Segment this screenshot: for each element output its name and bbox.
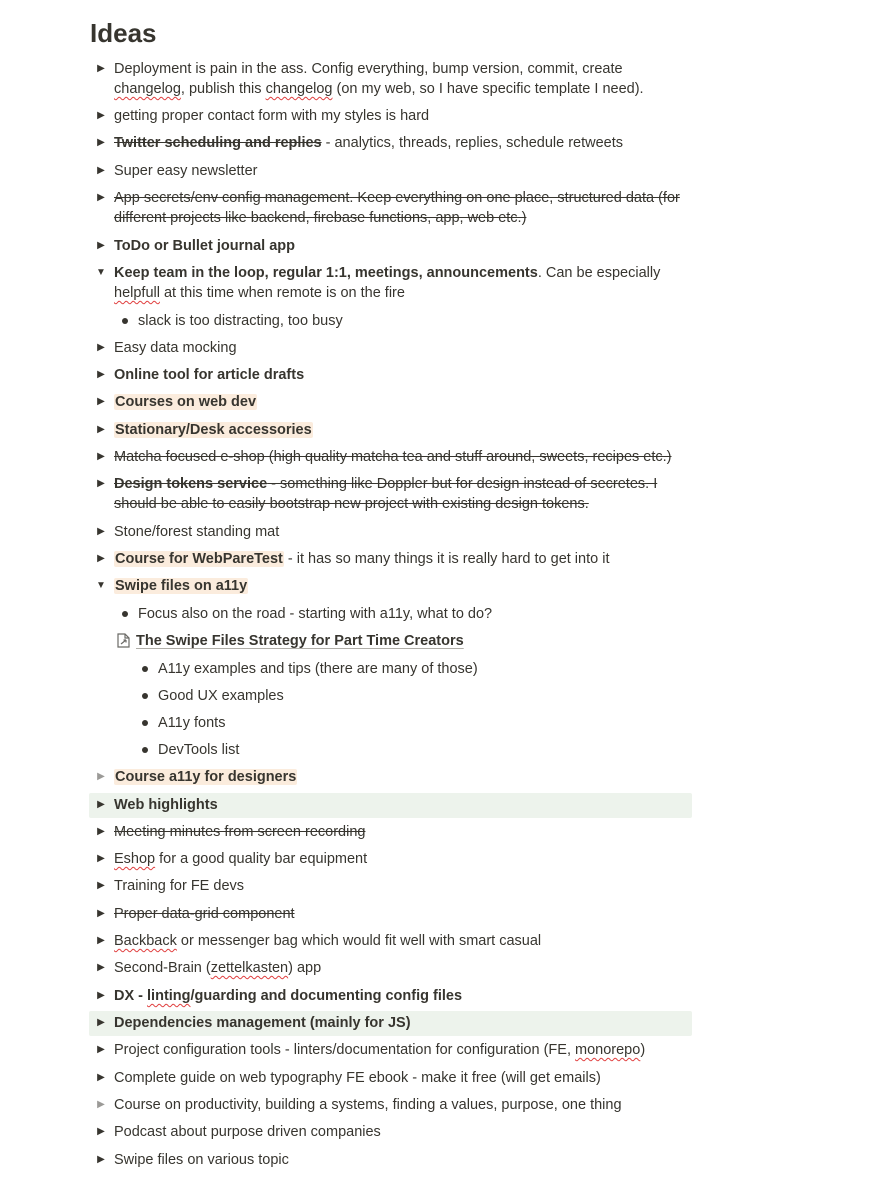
toggle-closed-icon[interactable]: ▶ [97,553,105,564]
toggle-closed-icon[interactable]: ▶ [97,1154,105,1165]
toggle-closed-icon[interactable]: ▶ [97,63,105,74]
toggle-closed-icon[interactable]: ▶ [97,908,105,919]
text-segment: Stationary/Desk accessories [115,422,312,438]
toggle-closed-icon[interactable]: ▶ [97,1017,105,1028]
toggle-closed-icon[interactable]: ▶ [97,137,105,148]
item-text [138,604,688,624]
text-segment: Matcha focused e-shop (high quality matcha tea and stuff around, sweets, recipes etc.) [114,449,672,465]
text-segment: Stone/forest standing mat [114,524,280,540]
text-segment: Dependencies management (mainly for JS) [114,1015,411,1031]
text-segment: Meeting minutes from screen recording [114,824,366,840]
toggle-closed-icon[interactable]: ▶ [97,396,105,407]
text-segment: Twitter scheduling and replies [114,135,322,151]
item-text [114,1122,688,1142]
text-segment: - it has so many things it is really hard to get into it [283,551,610,567]
text-segment: Podcast about purpose driven companies [114,1124,381,1140]
text-segment: Course a11y for designers [115,769,297,785]
item-text [114,1013,688,1033]
item-text [114,474,688,514]
text-segment: Keep team in the loop, regular 1:1, meetings, announcements [114,265,538,281]
text-segment: Second-Brain ( [114,960,211,976]
toggle-closed-icon[interactable]: ▶ [97,1072,105,1083]
text-segment: Proper data-grid component [114,906,295,922]
toggle-closed-icon[interactable]: ▶ [97,1126,105,1137]
item-text [114,795,688,815]
item-text [114,549,688,569]
text-segment: or messenger bag which would fit well with smart casual [176,933,542,949]
toggle-closed-icon[interactable]: ▶ [97,342,105,353]
text-segment: Eshop [114,851,156,867]
text-segment: The Swipe Files Strategy for Part Time Creators [136,633,464,649]
toggle-closed-icon[interactable]: ▶ [97,1099,105,1110]
text-segment: /guarding and documenting config files [190,988,463,1004]
text-segment: slack is too distracting, too busy [138,313,343,329]
toggle-closed-icon[interactable]: ▶ [97,853,105,864]
toggle-closed-icon[interactable]: ▶ [97,424,105,435]
text-segment: A11y examples and tips (there are many of those) [158,661,478,677]
text-segment: Web highlights [114,797,218,813]
toggle-closed-icon[interactable]: ▶ [97,935,105,946]
toggle-open-icon[interactable]: ▼ [96,267,106,278]
text-segment: Swipe files on a11y [115,578,248,594]
item-text [114,958,688,978]
toggle-closed-icon[interactable]: ▶ [97,369,105,380]
item-text [114,338,688,358]
text-segment: ) [640,1042,646,1058]
text-segment: for a good quality bar equipment [155,851,368,867]
text-segment: Easy data mocking [114,340,237,356]
item-text [114,365,688,385]
item-text [114,1095,688,1115]
page-link-icon [117,633,130,648]
text-segment: getting proper contact form with my styles is hard [114,108,430,124]
text-segment: DevTools list [158,742,240,758]
text-segment: Backback [114,933,177,949]
text-segment: Deployment is pain in the ass. Config everything, bump version, commit, create [114,61,623,77]
item-text [114,1068,688,1088]
toggle-closed-icon[interactable]: ▶ [97,799,105,810]
bullet-icon [122,611,128,617]
item-text [114,576,688,596]
item-text [114,236,688,256]
item-text [114,188,688,228]
item-text [114,822,688,842]
item-text [114,263,688,303]
text-segment: changelog [114,81,181,97]
item-text [114,904,688,924]
text-segment: Online tool for article drafts [114,367,305,383]
item-text [114,876,688,896]
toggle-closed-icon[interactable]: ▶ [97,962,105,973]
toggle-closed-icon[interactable]: ▶ [97,451,105,462]
item-text [114,849,688,869]
toggle-closed-icon[interactable]: ▶ [97,240,105,251]
text-segment: ) app [288,960,322,976]
item-text [158,686,688,706]
item-text [114,59,688,99]
toggle-closed-icon[interactable]: ▶ [97,478,105,489]
item-text [114,392,688,412]
bullet-icon [142,693,148,699]
text-segment: , publish this [180,81,266,97]
item-text [158,713,688,733]
text-segment: helpfull [114,285,160,301]
text-segment: - analytics, threads, replies, schedule retweets [321,135,624,151]
text-segment: A11y fonts [158,715,226,731]
item-text [114,161,688,181]
item-text [114,133,688,153]
toggle-closed-icon[interactable]: ▶ [97,1044,105,1055]
page-link[interactable] [136,631,688,651]
text-segment: . Can be especially [537,265,661,281]
toggle-closed-icon[interactable]: ▶ [97,192,105,203]
text-segment: Complete guide on web typography FE ebook - make it free (will get emails) [114,1070,601,1086]
toggle-closed-icon[interactable]: ▶ [97,165,105,176]
toggle-closed-icon[interactable]: ▶ [97,880,105,891]
text-segment: Swipe files on various topic [114,1152,289,1168]
text-segment: Courses on web dev [115,394,257,410]
bullet-icon [122,318,128,324]
text-segment: Super easy newsletter [114,163,258,179]
item-text [114,767,688,787]
toggle-closed-icon[interactable]: ▶ [97,771,105,782]
text-segment: ToDo or Bullet journal app [114,238,295,254]
toggle-closed-icon[interactable]: ▶ [97,990,105,1001]
bullet-icon [142,666,148,672]
item-text [114,1040,688,1060]
text-segment: DX - [114,988,148,1004]
bullet-icon [142,747,148,753]
text-segment: (on my web, so I have specific template I need). [332,81,644,97]
toggle-closed-icon[interactable]: ▶ [97,526,105,537]
text-segment: Project configuration tools - linters/documentation for configuration (FE, [114,1042,576,1058]
text-segment: linting [147,988,191,1004]
item-text [114,986,688,1006]
item-text [114,522,688,542]
item-text [158,659,688,679]
page-title[interactable]: Ideas [90,18,157,48]
text-segment: monorepo [575,1042,641,1058]
item-text [114,931,688,951]
text-segment: Design tokens service [114,476,268,492]
item-text [114,1150,688,1170]
item-text [158,740,688,760]
toggle-closed-icon[interactable]: ▶ [97,826,105,837]
text-segment: at this time when remote is on the fire [159,285,405,301]
toggle-open-icon[interactable]: ▼ [96,580,106,591]
text-segment: - something like Doppler but for design instead of secretes. I should be able to easily bootstrap new project with existing design tokens. [114,476,658,512]
text-segment: changelog [265,81,333,97]
item-text [138,311,688,331]
text-segment: zettelkasten [210,960,289,976]
text-segment: Good UX examples [158,688,284,704]
item-text [114,106,688,126]
item-text [114,447,688,467]
item-text [114,420,688,440]
text-segment: Training for FE devs [114,878,245,894]
text-segment: App secrets/env config management. Keep everything on one place, structured data (for different projects like backend, firebase functions, app, web etc.) [114,190,680,226]
text-segment: Course on productivity, building a systems, finding a values, purpose, one thing [114,1097,622,1113]
text-segment: Focus also on the road - starting with a11y, what to do? [138,606,493,622]
bullet-icon [142,720,148,726]
text-segment: Course for WebPareTest [115,551,283,567]
toggle-closed-icon[interactable]: ▶ [97,110,105,121]
